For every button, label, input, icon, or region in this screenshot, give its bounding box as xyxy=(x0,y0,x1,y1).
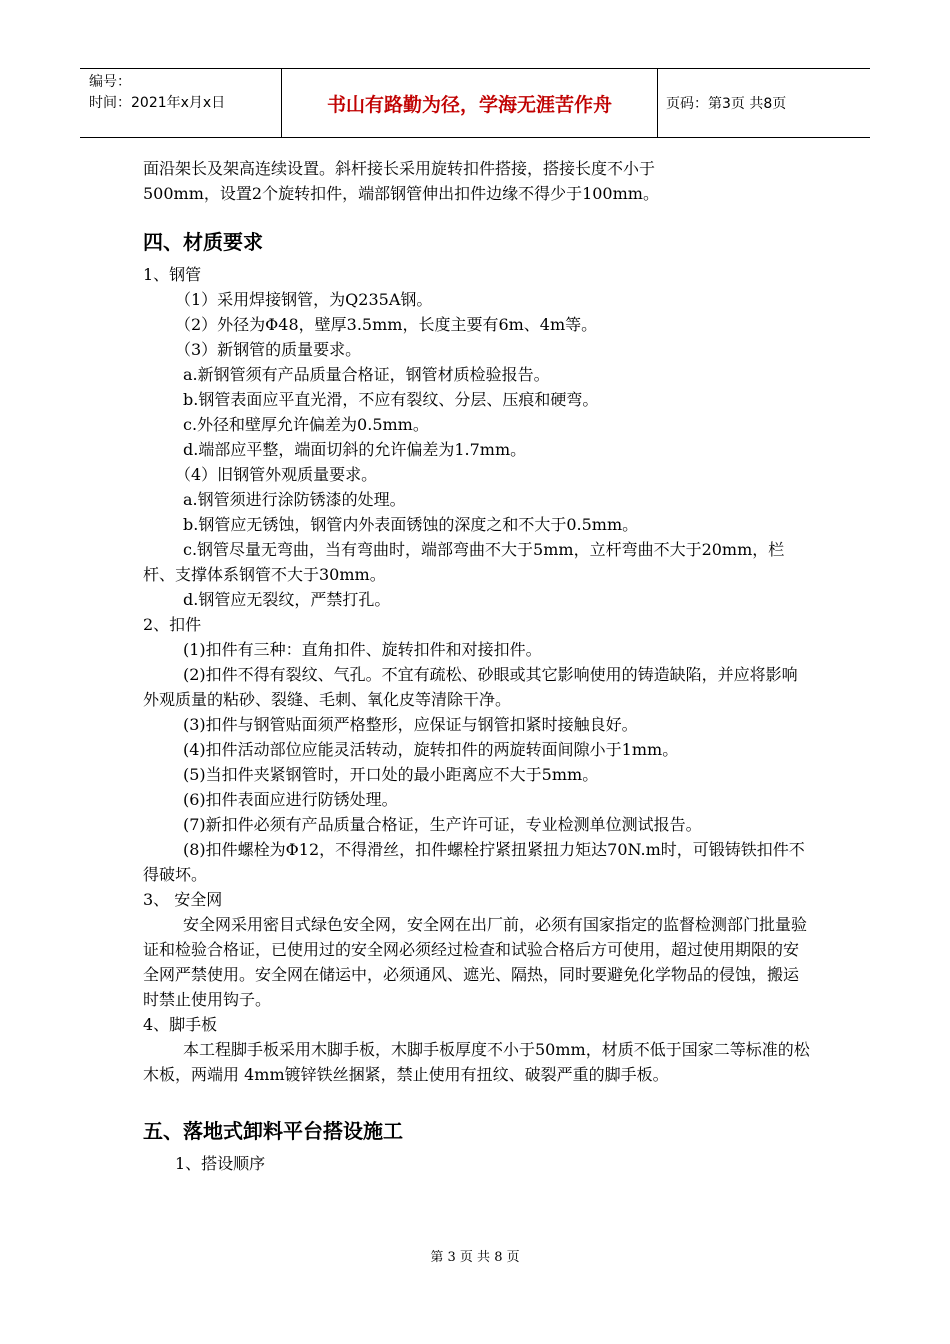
list-item: (5)当扣件夹紧钢管时，开口处的最小距离应不大于5mm。 xyxy=(183,765,599,784)
header-meta xyxy=(80,69,281,137)
document-body xyxy=(143,156,811,1176)
list-item: （3）新钢管的质量要求。 xyxy=(175,340,362,359)
list-item: （4）旧钢管外观质量要求。 xyxy=(175,465,378,484)
list-item: (6)扣件表面应进行防锈处理。 xyxy=(183,790,398,809)
header-motto: 书山有路勤为径，学海无涯苦作舟 xyxy=(281,69,658,137)
list-item: （2）外径为Φ48，壁厚3.5mm，长度主要有6m、4m等。 xyxy=(175,315,598,334)
list-item: (3)扣件与钢管贴面须严格整形，应保证与钢管扣紧时接触良好。 xyxy=(183,715,638,734)
list-item: （1）采用焊接钢管，为Q235A钢。 xyxy=(175,290,433,309)
header-page-info: 页码：第3页 共8页 xyxy=(666,96,787,112)
subsection-title-safety-net: 3、 安全网 xyxy=(143,890,223,909)
document-time: 时间：2021年x月x日 xyxy=(89,95,226,111)
list-item: (8)扣件螺栓为Φ12，不得滑丝，扣件螺栓拧紧扭紧扭力矩达70N.m时，可锻铸铁扣件不得破坏。 xyxy=(143,840,805,884)
subsection-title-erection-sequence: 1、搭设顺序 xyxy=(175,1154,266,1173)
section-title-platform-construction: 五、落地式卸料平台搭设施工 xyxy=(143,1119,403,1143)
section-title-materials: 四、材质要求 xyxy=(143,230,263,254)
list-item: b.钢管表面应平直光滑，不应有裂纹、分层、压痕和硬弯。 xyxy=(183,390,599,409)
intro-line-1: 面沿架长及架高连续设置。斜杆接长采用旋转扣件搭接，搭接长度不小于 xyxy=(143,159,656,178)
paragraph-scaffold-board: 本工程脚手板采用木脚手板，木脚手板厚度不小于50mm，材质不低于国家二等标准的松木板，两端用 4mm镀锌铁丝捆紧，禁止使用有扭纹、破裂严重的脚手板。 xyxy=(143,1040,810,1084)
list-item: c.钢管尽量无弯曲，当有弯曲时，端部弯曲不大于5mm，立杆弯曲不大于20mm，栏杆、支撑体系钢管不大于30mm。 xyxy=(143,540,785,584)
list-item: d.钢管应无裂纹，严禁打孔。 xyxy=(183,590,391,609)
list-item: (1)扣件有三种：直角扣件、旋转扣件和对接扣件。 xyxy=(183,640,542,659)
list-item: a.钢管须进行涂防锈漆的处理。 xyxy=(183,490,406,509)
list-item: a.新钢管须有产品质量合格证，钢管材质检验报告。 xyxy=(183,365,550,384)
list-item: (2)扣件不得有裂纹、气孔。不宜有疏松、砂眼或其它影响使用的铸造缺陷，并应将影响外观质量的粘砂、裂缝、毛刺、氧化皮等清除干净。 xyxy=(143,665,798,709)
subsection-title-scaffold-board: 4、脚手板 xyxy=(143,1015,218,1034)
list-item: (4)扣件活动部位应能灵活转动，旋转扣件的两旋转面间隙小于1mm。 xyxy=(183,740,679,759)
list-item: (7)新扣件必须有产品质量合格证，生产许可证，专业检测单位测试报告。 xyxy=(183,815,702,834)
document-number-label: 编号： xyxy=(89,74,131,90)
subsection-title-steel-pipe: 1、钢管 xyxy=(143,265,202,284)
list-item: d.端部应平整，端面切斜的允许偏差为1.7mm。 xyxy=(183,440,527,459)
paragraph-safety-net: 安全网采用密目式绿色安全网，安全网在出厂前，必须有国家指定的监督检测部门批量验证和检验合格证，已使用过的安全网必须经过检查和试验合格后方可使用，超过使用期限的安全网严禁使用。安全网在储运中，必须通风、遮光、隔热，同时要避免化学物品的侵蚀，搬运时禁止使用钩子。 xyxy=(143,915,808,1009)
page-header xyxy=(80,68,870,138)
list-item: c.外径和壁厚允许偏差为0.5mm。 xyxy=(183,415,429,434)
intro-line-2: 500mm，设置2个旋转扣件，端部钢管伸出扣件边缘不得少于100mm。 xyxy=(143,184,659,203)
subsection-title-fasteners: 2、扣件 xyxy=(143,615,202,634)
list-item: b.钢管应无锈蚀，钢管内外表面锈蚀的深度之和不大于0.5mm。 xyxy=(183,515,639,534)
page-footer: 第 3 页 共 8 页 xyxy=(430,1250,520,1265)
